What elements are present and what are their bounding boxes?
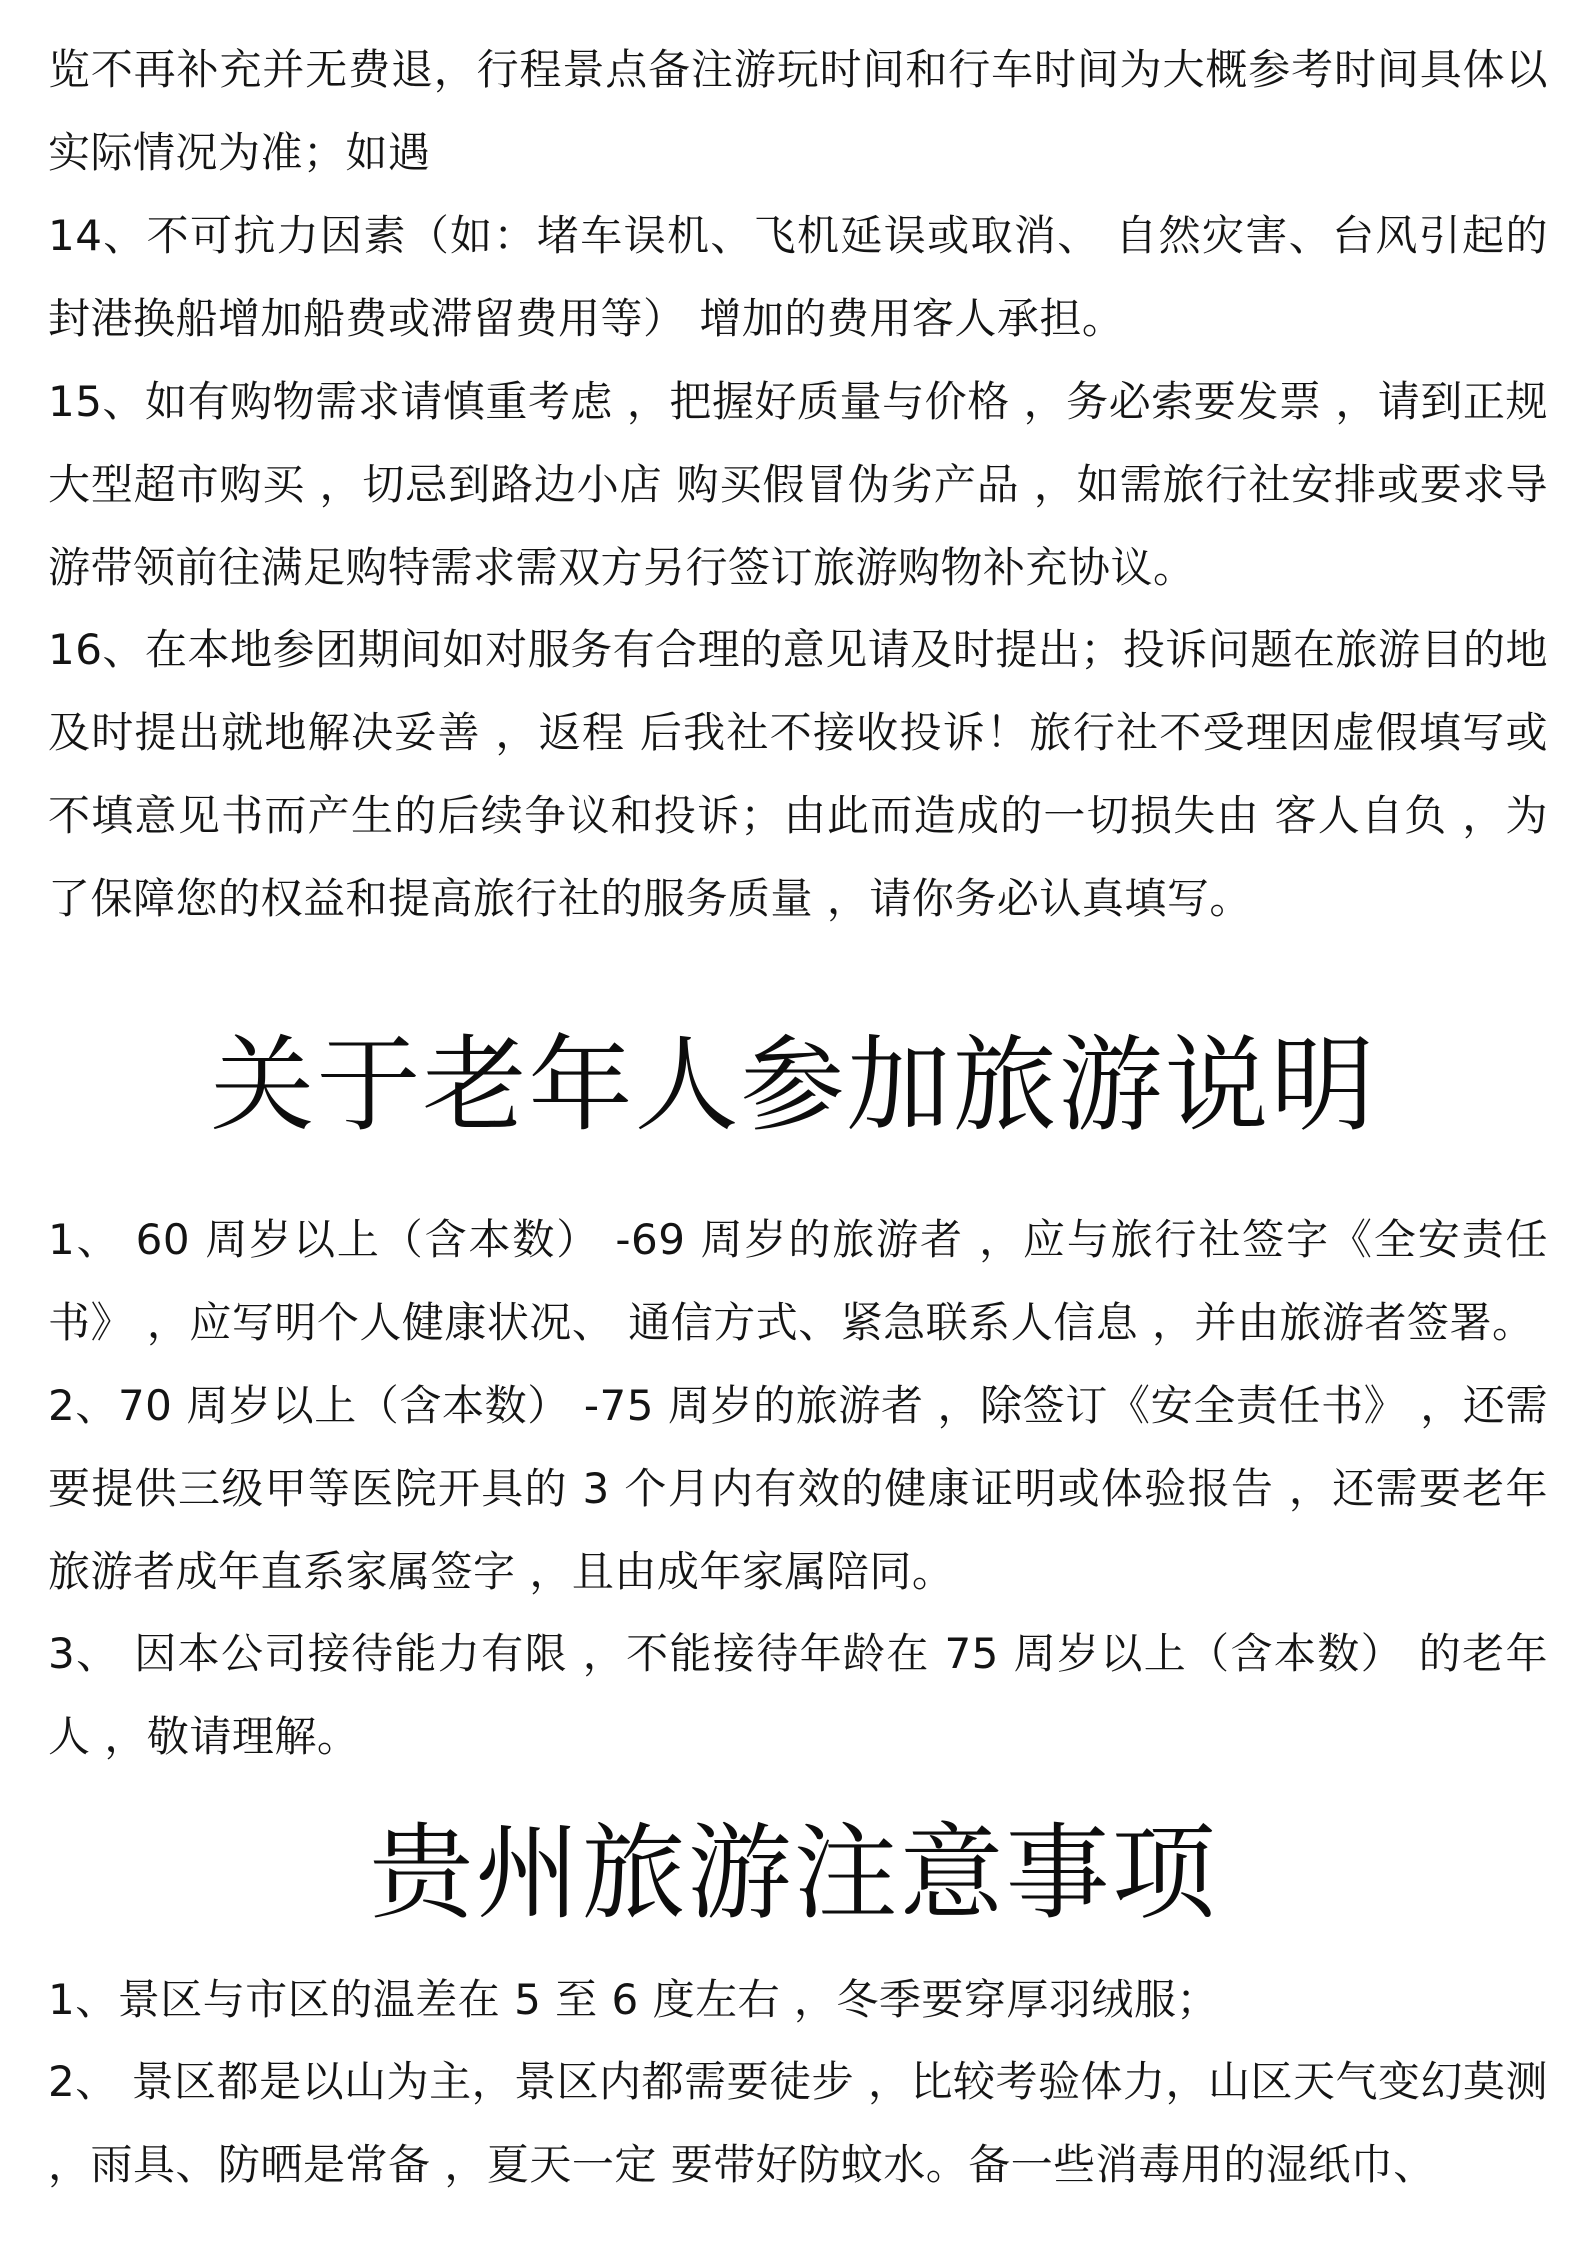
elderly-section-title: 关于老年人参加旅游说明	[210, 1024, 1377, 1146]
elderly-item-2: 2、70 周岁以上（含本数） -75 周岁的旅游者 ，除签订《安全责任书》 ，还需要提供三级甲等医院开具的 3 个月内有效的健康证明或体验报告 ，还需要老年旅游者成年直系家属签字 ，且由成年家属陪同。	[48, 1381, 1548, 1596]
guizhou-section-title: 贵州旅游注意事项	[369, 1812, 1218, 1934]
notice-item-14: 14、不可抗力因素（如：堵车误机、飞机延误或取消、 自然灾害、台风引起的封港换船增加船费或滞留费用等） 增加的费用客人承担。	[48, 211, 1548, 343]
notice-item-16: 16、在本地参团期间如对服务有合理的意见请及时提出；投诉问题在旅游目的地及时提出就地解决妥善 ，返程 后我社不接收投诉！旅行社不受理因虚假填写或不填意见书而产生的后续争议和投诉；由此而造成的一切损失由 客人自负 ，为了保障您的权益和提高旅行社的服务质量 ，请你务必认真填写。	[48, 625, 1548, 923]
notice-item-15: 15、如有购物需求请慎重考虑 ，把握好质量与价格 ，务必索要发票 ，请到正规大型超市购买 ，切忌到路边小店 购买假冒伪劣产品 ，如需旅行社安排或要求导游带领前往满足购特需求需双方另行签订旅游购物补充协议。	[48, 377, 1548, 592]
guizhou-item-1: 1、景区与市区的温差在 5 至 6 度左右 ，冬季要穿厚羽绒服；	[48, 1975, 1219, 2024]
guizhou-item-2: 2、 景区都是以山为主，景区内都需要徒步 ，比较考验体力，山区天气变幻莫测 ，雨具、防晒是常备 ，夏天一定 要带好防蚊水。备一些消毒用的湿纸巾、	[48, 2057, 1548, 2189]
elderly-item-1: 1、 60 周岁以上（含本数） -69 周岁的旅游者 ，应与旅行社签字《全安责任书》 ，应写明个人健康状况、 通信方式、紧急联系人信息 ，并由旅游者签署。	[48, 1215, 1548, 1347]
continued-paragraph: 览不再补充并无费退，行程景点备注游玩时间和行车时间为大概参考时间具体以实际情况为准；如遇	[48, 45, 1548, 177]
elderly-item-3: 3、 因本公司接待能力有限 ，不能接待年龄在 75 周岁以上（含本数） 的老年人 ，敬请理解。	[48, 1629, 1548, 1761]
